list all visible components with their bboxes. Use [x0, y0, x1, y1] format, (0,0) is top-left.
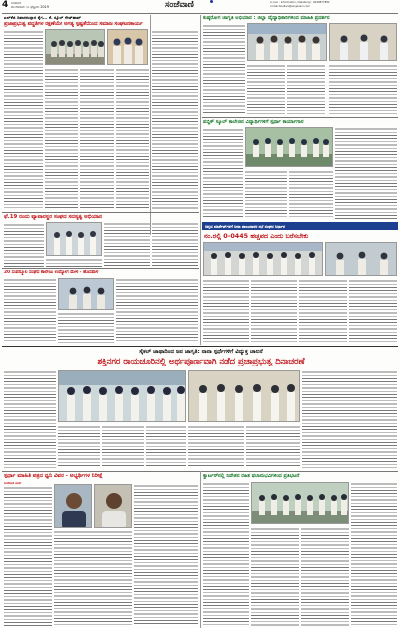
story1-photo-2	[107, 29, 148, 65]
photo-icon	[59, 371, 186, 422]
story2-photo-2	[329, 23, 397, 61]
story9-column-3	[301, 527, 349, 626]
contact-line-2: contact.ballari@sanjevani.com	[270, 5, 310, 8]
story9-column-1	[203, 482, 249, 626]
newspaper-logo: ಸಂಜೆವಾಣಿ	[165, 0, 194, 10]
story2-photo	[247, 23, 327, 61]
story5-column-3	[116, 278, 198, 343]
masthead	[2, 0, 398, 13]
page-number: 4	[2, 0, 9, 10]
story8-column-2	[54, 530, 132, 626]
contact-line-1: ಕಲಬುರಗಿ : Information / Kalaburgi : 9448877882	[270, 1, 330, 4]
photo-icon	[108, 30, 148, 65]
story7-kicker: ಸೈಕಲ್ ಜಾಥಾದಿಂದ ಜನ ಜಾಗೃತಿ: ನಾನಾ ಸ್ಪರ್ಧೆಗಳಿಗೆ ವಿದ್ಯುಕ್ತ ಚಾಲನೆ	[139, 349, 263, 355]
photo-icon	[189, 371, 300, 422]
photo-icon	[252, 483, 349, 524]
photo-icon	[326, 243, 397, 276]
photo-icon	[248, 24, 327, 61]
story6-column-3	[299, 279, 347, 343]
story2-column-2	[247, 64, 285, 114]
masthead-rule	[2, 13, 398, 14]
portrait-icon	[95, 485, 132, 528]
story7-column-5	[302, 370, 397, 468]
story9-column-4	[351, 482, 397, 626]
story7-photo-2	[188, 370, 300, 422]
photo-icon	[59, 279, 114, 310]
story3-column-1	[203, 128, 243, 218]
story6-photo-2	[325, 242, 397, 276]
rule	[2, 346, 398, 347]
story6-banner: ಚಿನ್ನದ ಮಾರ್ಕೆಟ್‌ಗಳಿಗೆ ನೀರಾ ಪಾಲುದಾರರ ಸಭೆ ಸಂಘದ ನಿರ್ಧಾರ	[205, 223, 285, 229]
story7-column-3b	[146, 425, 186, 468]
story5-column-1	[4, 278, 56, 343]
story4-column-2	[104, 222, 150, 266]
story9-column-2	[251, 527, 299, 626]
logo-dot-icon	[210, 0, 213, 3]
story3-headline: ಪಬ್ಲಿಕ್ ಸ್ಕೂಲ್ ಕಾಲೇಜಿನ ವಿದ್ಯಾರ್ಥಿಗಳಿಗೆ ಸ್ಪರ್ಧಾ ಕಾರ್ಯಾಗಾರ	[203, 119, 304, 125]
story9-headline: ಕ್ವಾರ್ಟರ್‌ನಲ್ಲಿ ನಿವೇಶನ ರಹಿತ ಫಲಾನುಭವಿಗಳಿಂದ ಪ್ರತಿಭಟನೆ	[203, 473, 300, 479]
story7-column-4	[188, 425, 244, 468]
photo-icon	[330, 24, 397, 61]
story1-headline: ಪ್ರಜಾಪ್ರಭುತ್ವ ಪದ್ಧತಿಗಳ ರಕ್ಷಣೆಯೇ ಅಗತ್ಯ ಸ್ಪಷ್ಟತೆಯಿಂದ ಸಮಾಜ ಸಂಘಟನಕಾರ್ಯ	[4, 21, 143, 27]
photo-icon	[204, 243, 323, 276]
story3-column-2b	[289, 170, 333, 218]
rule	[2, 212, 199, 213]
story1-column-5	[152, 30, 198, 210]
story7-column-3	[102, 425, 144, 468]
story4-column-3	[152, 222, 198, 266]
story1-kicker: ಎಲ್‌ಕೆಜಿ ದಿವಾಕಿರುದ್ದಾರ ಕೈಗ... ಕೆ. ಸ್ಕೂಲ್ ಗೇಟ್‌ಹಾಟ್	[4, 15, 82, 20]
story1-column-4	[116, 68, 149, 208]
story4-headline: ಫೆ.19 ರಂದು ವ್ಯಾಪಾರಸ್ಥರ ಸಂಘದ ಸದಸ್ಯತ್ವ ಅಭಿಯಾನ	[4, 214, 103, 220]
photo-icon	[246, 128, 333, 167]
story4-caption	[46, 258, 102, 267]
story6-photo	[203, 242, 323, 276]
story7-headline: ಶಕ್ತಿನಗರ ರಾಯಚೂರಿನಲ್ಲಿ ಅರ್ಥಪೂರ್ಣವಾಗಿ ನಡೆದ ಪ್ರಜಾಪ್ರಭುತ್ವ ದಿನಾಚರಣೆ	[97, 356, 305, 366]
story1-photo-1	[45, 29, 105, 65]
story1-column-1	[4, 30, 43, 208]
story2-headline: ಕುಷ್ಠರೋಗ ಜಾಗೃತಿ ಅಭಿಯಾನ : ಜಿಲ್ಲಾ ವೈದ್ಯಾಧಿಕಾರಿಗಳಿಂದ ಮಾಹಿತಿ ಪ್ರದರ್ಶನ	[203, 15, 330, 21]
story6-column-1	[203, 279, 249, 343]
story2-column-1	[203, 24, 245, 114]
rule	[2, 268, 199, 269]
story7-photo-1	[58, 370, 186, 422]
photo-icon	[46, 30, 105, 65]
story1-column-2	[45, 68, 78, 208]
story8-headline: ಸ್ಪರ್ಧಾ ಮಾಹಿತಿ ಪತ್ರದ ಧ್ವನಿ ವಿವರ - ಅಭ್ಯರ್ಥಿಗಳ ನಿರೀಕ್ಷೆ	[4, 473, 103, 479]
story4-photo	[46, 222, 102, 256]
portrait-icon	[55, 485, 92, 528]
story4-column-1	[4, 223, 44, 267]
column-divider	[150, 15, 151, 235]
story7-column-1	[4, 370, 56, 468]
story8-portrait	[54, 484, 92, 528]
story2-column-3	[287, 64, 325, 114]
bottom-divider	[200, 471, 201, 628]
date-line: ಮಂಗಳವಾರ ೧೭ ಫೆಬ್ರವರಿ 2019	[11, 5, 49, 9]
story6-column-4	[349, 279, 397, 343]
story3-column-3	[335, 127, 397, 219]
story6-column-2	[251, 279, 297, 343]
publication-small: ಸಂಜೆವಾಣಿ	[11, 0, 22, 5]
story2-column-4	[329, 64, 397, 114]
story8-column-3	[134, 484, 198, 626]
story5-photo	[58, 278, 114, 310]
photo-icon	[47, 223, 102, 256]
story9-photo	[251, 482, 349, 524]
story3-photo	[245, 127, 333, 167]
rule	[202, 117, 398, 118]
story6-headline: ನಂ.ರಲ್ಲಿ 0-0445 ಹಚ್ಚಪದ ಎಂದು ಬರೆಸಬೇಕು	[204, 232, 309, 240]
story8-portrait-2	[94, 484, 132, 528]
story1-column-3	[80, 68, 114, 208]
center-divider	[200, 15, 201, 345]
story7-column-2	[58, 425, 100, 468]
story5-column-2	[58, 312, 114, 343]
story8-byline: ಸಂಜೆವಾಣಿ ವಾರ್ತೆ	[4, 481, 22, 485]
story7-column-4b	[246, 425, 300, 468]
story3-column-2	[245, 170, 287, 218]
story8-column-1	[4, 486, 52, 626]
story5-headline: 20 ಸಂಪನ್ಮೂಲ ಸಂಘದ ಕಾಲೇಜು ಉದ್ಯೋಗ ಮೇಳ - ಹೊಸಪಾಳ	[4, 270, 99, 275]
